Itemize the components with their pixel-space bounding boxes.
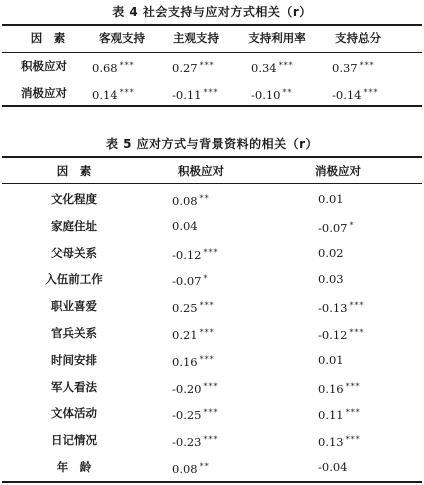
table5-cell <box>172 353 215 369</box>
cell-value: 0.34 <box>251 61 277 75</box>
table5-row-label: 时间安排 <box>51 353 97 367</box>
cell-value: 0.08 <box>172 194 198 208</box>
cell-value: 0.16 <box>318 382 344 396</box>
significance-stars: ** <box>282 88 293 97</box>
table4-cell <box>92 59 135 75</box>
table4-header-rule <box>2 52 422 53</box>
table4-col-header: 支持总分 <box>335 31 381 45</box>
table5-cell <box>172 380 219 396</box>
table4-caption: 表 4 社会支持与应对方式相关（r） <box>112 5 312 19</box>
table5-cell <box>172 246 219 262</box>
table5-cell <box>172 219 198 233</box>
significance-stars: *** <box>199 355 215 364</box>
table5-cell <box>318 406 361 422</box>
significance-stars: *** <box>199 301 215 310</box>
cell-value: 0.27 <box>172 61 198 75</box>
table4-cell <box>172 59 215 75</box>
table4-cell <box>251 59 294 75</box>
cell-value: -0.12 <box>172 248 202 262</box>
table5-cell <box>172 272 209 288</box>
cell-value: -0.23 <box>172 435 202 449</box>
significance-stars: *** <box>199 328 215 337</box>
table4-cell <box>332 86 379 102</box>
table4-col-header: 客观支持 <box>99 31 145 45</box>
significance-stars: *** <box>119 61 135 70</box>
table5-top-rule <box>2 156 422 158</box>
significance-stars: * <box>203 274 209 283</box>
table4-row-label: 积极应对 <box>21 59 67 73</box>
cell-value: -0.07 <box>318 221 348 235</box>
table5-cell <box>172 406 219 422</box>
cell-value: -0.14 <box>332 88 362 102</box>
table5-cell <box>172 433 219 449</box>
cell-value: 0.01 <box>318 353 344 367</box>
table5-bottom-rule <box>2 481 422 483</box>
significance-stars: ** <box>199 194 210 203</box>
significance-stars: *** <box>349 328 365 337</box>
table5-row-label: 文化程度 <box>51 192 97 206</box>
cell-value: -0.10 <box>251 88 281 102</box>
table5-row-label: 父母关系 <box>51 246 97 260</box>
table5-cell <box>318 219 355 235</box>
table5-col-header: 积极应对 <box>178 164 224 178</box>
table5-header-rule <box>2 183 422 184</box>
table5-row-label: 年 龄 <box>56 460 92 474</box>
cell-value: 0.02 <box>318 246 344 260</box>
table5-col-header: 因 素 <box>56 164 92 178</box>
table5-cell <box>172 460 210 476</box>
significance-stars: *** <box>203 382 219 391</box>
table5-cell <box>172 299 215 315</box>
cell-value: -0.07 <box>172 274 202 288</box>
cell-value: -0.12 <box>318 328 348 342</box>
significance-stars: *** <box>363 88 379 97</box>
table5-row-label: 职业喜爱 <box>51 299 97 313</box>
table5-row-label: 官兵关系 <box>51 326 97 340</box>
significance-stars: *** <box>203 248 219 257</box>
table4-cell <box>92 86 135 102</box>
significance-stars: *** <box>203 408 219 417</box>
table5-row-label: 军人看法 <box>51 380 97 394</box>
table4-row-label: 消极应对 <box>21 86 67 100</box>
table5-cell <box>318 460 348 474</box>
significance-stars: *** <box>278 61 294 70</box>
table5-row-label: 入伍前工作 <box>45 272 103 286</box>
table4-cell <box>332 59 375 75</box>
table5-col-header: 消极应对 <box>315 164 361 178</box>
cell-value: 0.21 <box>172 328 198 342</box>
significance-stars: *** <box>345 382 361 391</box>
significance-stars: *** <box>349 301 365 310</box>
cell-value: 0.01 <box>318 192 344 206</box>
table5-row-label: 家庭住址 <box>51 219 97 233</box>
significance-stars: *** <box>345 435 361 444</box>
cell-value: 0.11 <box>318 408 344 422</box>
cell-value: -0.13 <box>318 301 348 315</box>
table5-cell <box>318 380 361 396</box>
cell-value: 0.16 <box>172 355 198 369</box>
table4-top-rule <box>2 24 422 26</box>
table5-cell <box>318 192 344 206</box>
table5-cell <box>318 433 361 449</box>
cell-value: 0.37 <box>332 61 358 75</box>
table5-cell <box>172 326 215 342</box>
cell-value: 0.04 <box>172 219 198 233</box>
cell-value: 0.03 <box>318 272 344 286</box>
table4-col-header: 支持利用率 <box>248 31 306 45</box>
significance-stars: *** <box>203 435 219 444</box>
significance-stars: *** <box>203 88 219 97</box>
significance-stars: * <box>349 221 355 230</box>
significance-stars: *** <box>345 408 361 417</box>
table5-cell <box>318 353 344 367</box>
significance-stars: *** <box>119 88 135 97</box>
table5-row-label: 文体活动 <box>51 406 97 420</box>
table4-bottom-rule <box>2 105 422 107</box>
table5-cell <box>318 246 344 260</box>
cell-value: 0.13 <box>318 435 344 449</box>
table5-cell <box>318 272 344 286</box>
cell-value: -0.04 <box>318 460 348 474</box>
table4-col-header: 因 素 <box>30 31 66 45</box>
table4-col-header: 主观支持 <box>173 31 219 45</box>
cell-value: -0.11 <box>172 88 202 102</box>
significance-stars: *** <box>359 61 375 70</box>
table5-cell <box>318 326 365 342</box>
cell-value: 0.25 <box>172 301 198 315</box>
table5-caption: 表 5 应对方式与背景资料的相关（r） <box>105 137 319 151</box>
table5-row-label: 日记情况 <box>51 433 97 447</box>
significance-stars: *** <box>199 61 215 70</box>
cell-value: 0.14 <box>92 88 118 102</box>
table4-cell <box>172 86 219 102</box>
table5-cell <box>318 299 365 315</box>
cell-value: -0.25 <box>172 408 202 422</box>
table4-cell <box>251 86 293 102</box>
cell-value: 0.08 <box>172 462 198 476</box>
significance-stars: ** <box>199 462 210 471</box>
table5-cell <box>172 192 210 208</box>
cell-value: 0.68 <box>92 61 118 75</box>
cell-value: -0.20 <box>172 382 202 396</box>
